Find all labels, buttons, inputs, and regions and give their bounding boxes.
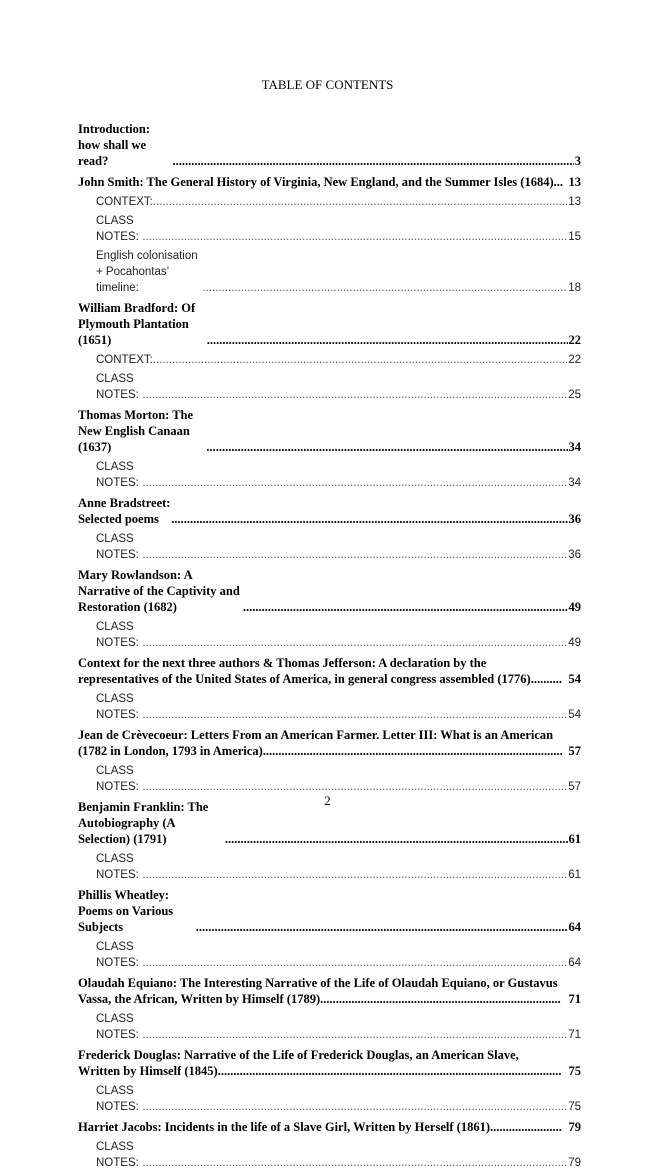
toc-entry-text: English colonisation + Pocahontas’ timeline: bbox=[96, 250, 198, 294]
toc-subentry[interactable] bbox=[78, 763, 581, 795]
dot-leader bbox=[243, 599, 568, 615]
toc-list bbox=[78, 117, 581, 1171]
dot-leader bbox=[142, 955, 567, 971]
dot-leader bbox=[142, 229, 567, 245]
toc-entry-text: Jean de Crèvecoeur: Letters From an American Farmer. Letter III: What is an American (1782 in London, 1793 in America) bbox=[78, 728, 554, 758]
toc-entry-text: CLASS NOTES: bbox=[96, 215, 139, 243]
dot-leader bbox=[142, 1099, 567, 1115]
dot-leader bbox=[153, 352, 567, 368]
toc-subentry[interactable] bbox=[78, 213, 581, 245]
dot-leader bbox=[142, 547, 567, 563]
toc-entry-page: 61 bbox=[568, 832, 581, 846]
toc-entry-text: Harriet Jacobs: Incidents in the life of a Slave Girl, Written by Herself (1861) bbox=[78, 1120, 490, 1134]
toc-entry[interactable] bbox=[78, 975, 581, 1008]
dot-leader bbox=[142, 387, 567, 403]
dot-leader bbox=[142, 1155, 567, 1171]
dot-leader bbox=[142, 635, 567, 651]
toc-entry-text: CLASS NOTES: bbox=[96, 853, 139, 881]
dot-leader bbox=[173, 153, 574, 169]
toc-entry[interactable] bbox=[78, 495, 581, 528]
dot-leader bbox=[206, 439, 567, 455]
toc-entry-page: 57 bbox=[568, 744, 581, 758]
toc-entry-page: 75 bbox=[568, 1101, 581, 1113]
dot-leader bbox=[142, 867, 567, 883]
toc-entry-text: CLASS NOTES: bbox=[96, 373, 139, 401]
toc-title: TABLE OF CONTENTS bbox=[261, 77, 394, 92]
toc-entry-page: 13 bbox=[568, 175, 581, 189]
toc-subentry[interactable] bbox=[78, 1139, 581, 1171]
toc-entry-page: 75 bbox=[568, 1064, 581, 1078]
toc-entry-text: CLASS NOTES: bbox=[96, 941, 139, 969]
toc-entry-text: CLASS NOTES: bbox=[96, 693, 139, 721]
toc-subentry[interactable] bbox=[78, 248, 581, 296]
toc-entry-text: Context for the next three authors & Thomas Jefferson: A declaration by the representatives of the United States of America, in general congress assembled (1776) bbox=[78, 656, 531, 686]
dot-leader bbox=[142, 707, 567, 723]
toc-entry-text: CLASS NOTES: bbox=[96, 1013, 139, 1041]
toc-entry-text: CLASS NOTES: bbox=[96, 1085, 139, 1113]
toc-entry-page: 25 bbox=[568, 389, 581, 401]
toc-subentry[interactable] bbox=[78, 851, 581, 883]
toc-entry-page: 79 bbox=[568, 1120, 581, 1134]
toc-entry-page: 54 bbox=[568, 672, 581, 686]
page-number: 2 bbox=[324, 793, 331, 808]
toc-entry[interactable] bbox=[78, 887, 581, 936]
toc-entry-page: 3 bbox=[574, 154, 581, 168]
toc-entry-page: 22 bbox=[568, 354, 581, 366]
toc-entry-text: Phillis Wheatley: Poems on Various Subjects bbox=[78, 888, 174, 934]
toc-subentry[interactable] bbox=[78, 619, 581, 651]
toc-subentry[interactable] bbox=[78, 459, 581, 491]
toc-entry-page: 18 bbox=[568, 282, 581, 294]
toc-entry-page: 54 bbox=[568, 709, 581, 721]
toc-entry-page: 34 bbox=[568, 477, 581, 489]
toc-entry[interactable] bbox=[78, 567, 581, 616]
toc-entry-page: 22 bbox=[568, 333, 581, 347]
toc-entry[interactable] bbox=[78, 300, 581, 349]
toc-entry-page: 34 bbox=[568, 440, 581, 454]
dot-leader bbox=[196, 919, 568, 935]
dot-leader bbox=[142, 1027, 567, 1043]
toc-entry-text: William Bradford: Of Plymouth Plantation (1651) bbox=[78, 301, 196, 347]
toc-entry-page: 36 bbox=[568, 549, 581, 561]
toc-entry-page: 49 bbox=[568, 600, 581, 614]
dot-leader: ....................... bbox=[489, 1120, 562, 1134]
toc-entry-page: 36 bbox=[568, 512, 581, 526]
dot-leader bbox=[202, 280, 567, 296]
toc-entry-text: Thomas Morton: The New English Canaan (1637) bbox=[78, 408, 194, 454]
toc-entry-text: John Smith: The General History of Virginia, New England, and the Summer Isles (1684) bbox=[78, 175, 554, 189]
toc-entry-text: Frederick Douglas: Narrative of the Life of Frederick Douglas, an American Slave, Written by Himself (1845) bbox=[78, 1048, 519, 1078]
toc-subentry[interactable] bbox=[78, 1083, 581, 1115]
toc-entry-page: 57 bbox=[568, 781, 581, 793]
dot-leader bbox=[153, 194, 567, 210]
toc-entry[interactable] bbox=[78, 121, 581, 170]
toc-subentry[interactable] bbox=[78, 352, 581, 368]
toc-entry-page: 79 bbox=[568, 1157, 581, 1169]
toc-entry-text: CLASS NOTES: bbox=[96, 461, 139, 489]
dot-leader bbox=[171, 511, 567, 527]
toc-entry-text: Mary Rowlandson: A Narrative of the Captivity and Restoration (1682) bbox=[78, 568, 240, 614]
toc-entry-page: 71 bbox=[568, 992, 581, 1006]
toc-subentry[interactable] bbox=[78, 531, 581, 563]
dot-leader: .......... bbox=[530, 672, 562, 686]
toc-entry-text: CLASS NOTES: bbox=[96, 621, 139, 649]
toc-entry-page: 15 bbox=[568, 231, 581, 243]
dot-leader: ... bbox=[553, 175, 563, 189]
toc-entry-page: 64 bbox=[568, 957, 581, 969]
dot-leader: .............................................................................................................. bbox=[217, 1064, 562, 1078]
toc-entry-page: 61 bbox=[568, 869, 581, 881]
toc-entry-text: CONTEXT: bbox=[96, 196, 153, 208]
toc-entry[interactable] bbox=[78, 407, 581, 456]
dot-leader bbox=[225, 831, 568, 847]
toc-entry-text: CLASS NOTES: bbox=[96, 765, 139, 793]
toc-entry-page: 49 bbox=[568, 637, 581, 649]
toc-entry-text: CONTEXT: bbox=[96, 354, 153, 366]
toc-entry-page: 13 bbox=[568, 196, 581, 208]
toc-entry[interactable] bbox=[78, 655, 581, 688]
toc-subentry[interactable] bbox=[78, 1011, 581, 1043]
toc-subentry[interactable] bbox=[78, 691, 581, 723]
dot-leader bbox=[142, 475, 567, 491]
toc-entry-page: 64 bbox=[568, 920, 581, 934]
dot-leader: ............................................................................. bbox=[320, 992, 561, 1006]
dot-leader: ................................................................................................ bbox=[262, 744, 563, 758]
toc-entry[interactable] bbox=[78, 1119, 581, 1136]
toc-subentry[interactable] bbox=[78, 939, 581, 971]
toc-entry-text: CLASS NOTES: bbox=[96, 1141, 139, 1169]
toc-entry-text: Olaudah Equiano: The Interesting Narrative of the Life of Olaudah Equiano, or Gustavus Vassa, the African, Written by Himself (1789) bbox=[78, 976, 558, 1006]
toc-subentry[interactable] bbox=[78, 371, 581, 403]
toc-entry-text: CLASS NOTES: bbox=[96, 533, 139, 561]
toc-entry-text: Introduction: how shall we read? bbox=[78, 122, 151, 168]
toc-entry-text: Anne Bradstreet: Selected poems bbox=[78, 496, 171, 526]
toc-entry-text: Benjamin Franklin: The Autobiography (A Selection) (1791) bbox=[78, 800, 209, 846]
toc-entry-page: 71 bbox=[568, 1029, 581, 1041]
dot-leader bbox=[207, 332, 568, 348]
toc-entry[interactable] bbox=[78, 174, 581, 191]
toc-entry[interactable] bbox=[78, 727, 581, 760]
toc-subentry[interactable] bbox=[78, 194, 581, 210]
toc-entry[interactable] bbox=[78, 1047, 581, 1080]
